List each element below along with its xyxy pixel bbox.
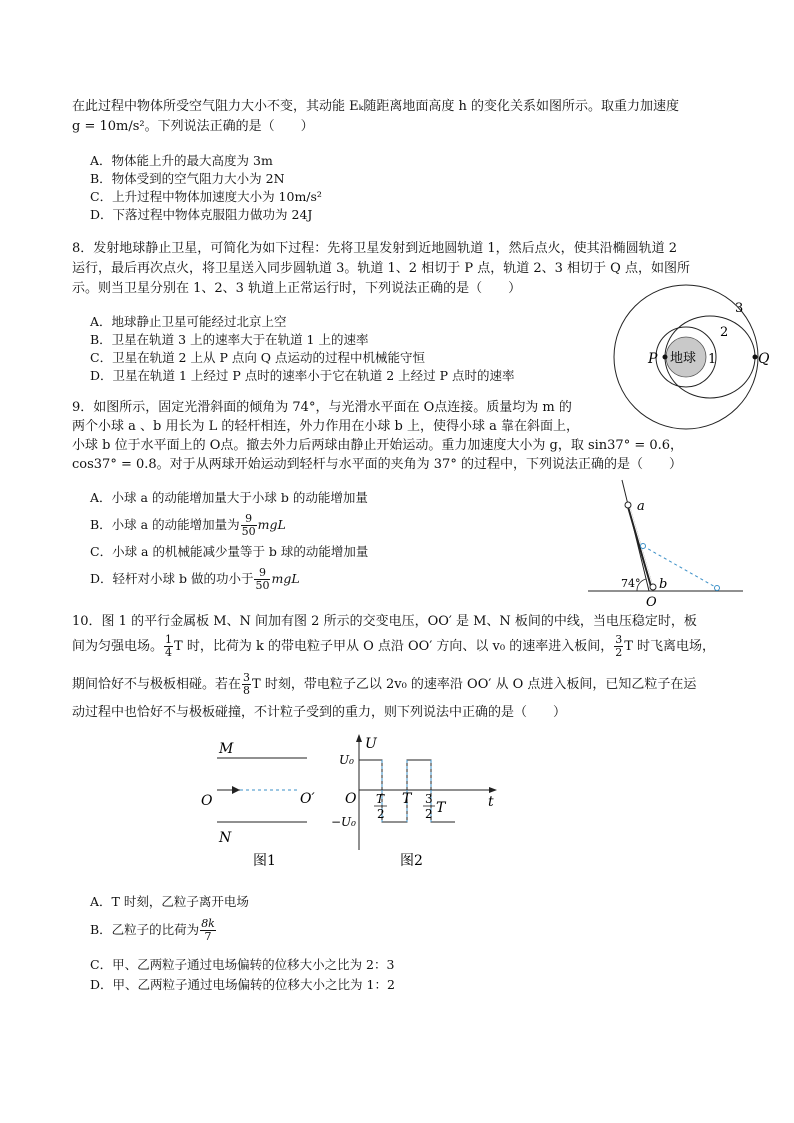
- q10-option-a: A．T 时刻，乙粒子离开电场: [90, 894, 249, 909]
- fig1-caption: 图1: [253, 853, 276, 869]
- label-orbit-3: 3: [735, 301, 744, 316]
- t32-den: 2: [425, 807, 433, 821]
- label-a: a: [637, 499, 645, 514]
- q10-option-d: D．甲、乙两粒子通过电场偏转的位移大小之比为 1：2: [90, 977, 395, 992]
- neg-u0-label: −U₀: [331, 815, 356, 829]
- t-half-den: 2: [377, 807, 385, 821]
- voltage-graph: [325, 732, 505, 872]
- q8-stem-line3: 示。则当卫星分别在 1、2、3 轨道上正常运行时，下列说法正确的是（ ）: [72, 281, 522, 296]
- label-q: Q: [758, 351, 770, 367]
- label-b: b: [659, 577, 668, 592]
- fig2-caption: 图2: [400, 853, 423, 869]
- angle-label: 74°: [621, 577, 641, 590]
- q9-stem-line1: 9．如图所示，固定光滑斜面的倾角为 74°，与光滑水平面在 O点连接。质量均为 m 的: [72, 400, 572, 415]
- q8-option-c: C．卫星在轨道 2 上从 P 点向 Q 点运动的过程中机械能守恒: [90, 350, 426, 365]
- ball-b-final: [715, 586, 720, 591]
- t-half-num: T: [376, 792, 385, 806]
- orbit-diagram: [600, 283, 780, 443]
- q9-option-d: D．轻杆对小球 b 做的功小于 $\frac{9}{50}$ mgL: [90, 566, 300, 592]
- label-orbit-1: 1: [708, 352, 717, 367]
- q10-stem-line1: 10．图 1 的平行金属板 M、N 间加有图 2 所示的交变电压，OO′ 是 M、N 板间的中线，当电压稳定时，板: [72, 614, 697, 629]
- q9-stem-line4: cos37° = 0.8。对于从两球开始运动到轻杆与水平面的夹角为 37° 的过程中，下列说法正确的是（ ）: [72, 457, 682, 472]
- t32-suffix: T: [436, 800, 446, 816]
- q8-stem-line1: 8．发射地球静止卫星，可简化为如下过程：先将卫星发射到近地圆轨道 1，然后点火，使其沿椭圆轨道 2: [72, 241, 678, 256]
- t-axis-arrow-icon: [489, 787, 497, 793]
- u-label: U: [365, 736, 377, 752]
- t-axis-label: t: [488, 794, 494, 810]
- q7-stem-line2: g = 10m/s²。下列说法正确的是（ ）: [72, 119, 314, 134]
- q9-option-c: C．小球 a 的机械能减少量等于 b 球的动能增加量: [90, 544, 369, 559]
- rod: [628, 505, 652, 588]
- label-o-prime: O′: [300, 791, 315, 807]
- label-n: N: [219, 830, 232, 846]
- q10-option-b: B．乙粒子的比荷为 $\frac{8k}{7}$: [90, 917, 215, 943]
- q8-option-a: A．地球静止卫星可能经过北京上空: [90, 314, 287, 329]
- label-orbit-2: 2: [720, 325, 729, 340]
- t32-num: 3: [425, 792, 433, 806]
- q10-stem-line4: 动过程中也恰好不与极板碰撞，不计粒子受到的重力，则下列说法中正确的是（ ）: [72, 705, 567, 720]
- q7-option-d: D．下落过程中物体克服阻力做功为 24J: [90, 207, 313, 222]
- label-o: O: [646, 595, 657, 610]
- t-label: T: [402, 791, 412, 807]
- q9-option-b: B．小球 a 的动能增加量为 $\frac{9}{50}$ mgL: [90, 512, 286, 538]
- q7-option-b: B．物体受到的空气阻力大小为 2N: [90, 171, 285, 186]
- point-p-dot: [663, 355, 668, 360]
- q7-option-a: A．物体能上升的最大高度为 3m: [90, 153, 273, 168]
- incline-diagram: [585, 470, 745, 610]
- label-o: O: [201, 793, 213, 809]
- u-axis-arrow-icon: [356, 734, 362, 742]
- q10-stem-line3: 期间恰好不与极板相碰。若在 $\frac{3}{8}$ T 时刻，带电粒子乙以 2v₀ 的速率沿 OO′ 从 O 点进入板间，已知乙粒子在运: [72, 671, 697, 697]
- q10-stem-line2: 间为匀强电场。 $\frac{1}{4}$ T 时，比荷为 k 的带电粒子甲从 O 点沿 OO′ 方向、以 v₀ 的速率进入板间， $\frac{3}{2}$ T 时飞离电场，: [72, 633, 716, 659]
- q9-stem-line2: 两个小球 a 、b 用长为 L 的轻杆相连，外力作用在小球 b 上，使得小球 a 靠在斜面上，: [72, 419, 579, 434]
- u0-label: U₀: [339, 753, 354, 767]
- q7-stem-line1: 在此过程中物体所受空气阻力大小不变，其动能 Eₖ随距离地面高度 h 的变化关系如图所示。取重力加速度: [72, 99, 680, 114]
- q8-option-d: D．卫星在轨道 1 上经过 P 点时的速率小于它在轨道 2 上经过 P 点时的速率: [90, 368, 515, 383]
- ball-b: [650, 584, 656, 590]
- label-p: P: [648, 351, 658, 367]
- q8-stem-line2: 运行，最后再次点火，将卫星送入同步圆轨道 3。轨道 1、2 相切于 P 点，轨道 2、3 相切于 Q 点，如图所: [72, 261, 690, 276]
- label-m: M: [219, 741, 234, 757]
- origin-label: O: [345, 791, 357, 807]
- q10-option-c: C．甲、乙两粒子通过电场偏转的位移大小之比为 2：3: [90, 957, 395, 972]
- ball-a: [625, 502, 631, 508]
- ball-a-final: [641, 544, 646, 549]
- q8-option-b: B．卫星在轨道 3 上的速率大于在轨道 1 上的速率: [90, 332, 369, 347]
- q7-option-c: C．上升过程中物体加速度大小为 10m/s²: [90, 189, 322, 204]
- q9-stem-line3: 小球 b 位于水平面上的 O点。撤去外力后两球由静止开始运动。重力加速度大小为 g，取 sin37° = 0.6，: [72, 438, 684, 453]
- arrow-head-icon: [232, 786, 240, 794]
- dashed-rod: [643, 546, 717, 588]
- q9-option-a: A．小球 a 的动能增加量大于小球 b 的动能增加量: [90, 490, 368, 505]
- earth-label: 地球: [670, 351, 697, 366]
- plates-diagram: [195, 738, 330, 873]
- point-q-dot: [753, 355, 758, 360]
